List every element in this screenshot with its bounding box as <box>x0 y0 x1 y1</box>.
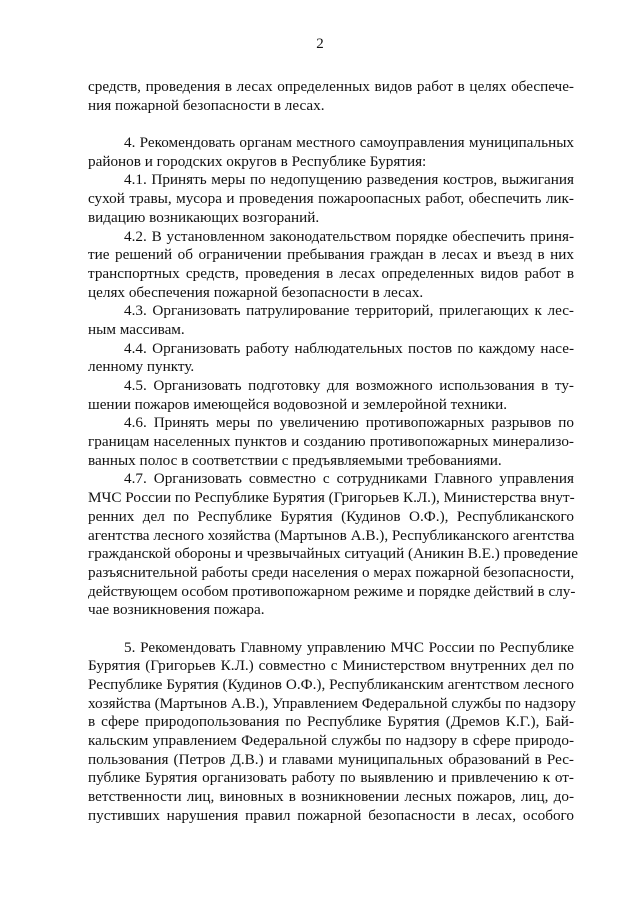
item-4-2-line: 4.2. В установленном законодательством порядке обеспечить приня- <box>124 227 574 245</box>
text-line: Республике Бурятия (Кудинов О.Ф.), Республиканским агентством лесного <box>88 676 574 693</box>
item-4-1-line: 4.1. Принять меры по недопущению разведения костров, выжигания <box>124 171 574 189</box>
text-line: шении пожаров имеющейся водовозной и землеройной техники. <box>88 395 507 413</box>
text-line: транспортных средств, проведения в лесах определенных видов работ в <box>88 264 574 282</box>
text-line: в сфере природопользования по Республике Бурятия (Дремов К.Г.), Бай- <box>88 713 574 731</box>
text-line: ренних дел по Республике Бурятия (Кудинов О.Ф.), Республиканского <box>88 507 574 525</box>
text-line: чае возникновения пожара. <box>88 601 265 619</box>
text-line: сухой травы, мусора и проведения пожароопасных работ, обеспечить лик- <box>88 190 574 208</box>
text-line: ния пожарной безопасности в лесах. <box>88 96 325 114</box>
text-line: хозяйства (Мартынов А.В.), Управлением Федеральной службы по надзору <box>88 694 576 712</box>
text-line: МЧС России по Республике Бурятия (Григорьев К.Л.), Министерства внут- <box>88 489 575 507</box>
item-4-3-line: 4.3. Организовать патрулирование территорий, прилегающих к лес- <box>124 302 574 320</box>
text-line: тие решений об ограничении пребывания граждан в лесах и въезд в них <box>88 246 574 264</box>
text-line: публике Бурятия организовать работу по выявлению и привлечению к от- <box>88 769 574 787</box>
item-4-5-line: 4.5. Организовать подготовку для возможного использования в ту- <box>124 377 574 394</box>
text-line: ным массивам. <box>88 320 185 338</box>
section-5-heading-line: 5. Рекомендовать Главному управлению МЧС России по Республике <box>124 638 574 656</box>
text-line: видацию возникающих возгораний. <box>88 208 320 226</box>
section-4-heading-line: 4. Рекомендовать органам местного самоуправления муниципальных <box>124 134 574 152</box>
text-line: районов и городских округов в Республике Бурятия: <box>88 152 427 170</box>
item-4-6-line: 4.6. Принять меры по увеличению противопожарных разрывов по <box>124 414 574 432</box>
text-line: кальским управлением Федеральной службы по надзору в сфере природо- <box>88 732 574 750</box>
item-4-7-line: 4.7. Организовать совместно с сотрудниками Главного управления <box>124 470 574 488</box>
text-line: средств, проведения в лесах определенных видов работ в целях обеспече- <box>88 78 574 95</box>
text-line: разъяснительной работы среди населения о мерах пожарной безопасности, <box>88 563 575 581</box>
text-line: пустивших нарушения правил пожарной безопасности в лесах, особого <box>88 806 574 824</box>
paragraph-gap <box>88 620 574 639</box>
text-line: целях обеспечения пожарной безопасности в лесах. <box>88 283 424 301</box>
text-line: гражданской обороны и чрезвычайных ситуаций (Аникин В.Е.) проведение <box>88 545 579 563</box>
text-line: границам населенных пунктов и созданию противопожарных минерализо- <box>88 433 574 451</box>
item-4-4-line: 4.4. Организовать работу наблюдательных постов по каждому насе- <box>124 339 574 357</box>
text-line: ванных полос в соответствии с предъявляемыми требованиями. <box>88 451 502 469</box>
page-number: 2 <box>316 36 324 52</box>
text-line: ветственности лиц, виновных в возникновении лесных пожаров, лиц, до- <box>88 788 574 806</box>
document-body <box>88 78 579 826</box>
text-line: Бурятия (Григорьев К.Л.) совместно с Министерством внутренних дел по <box>88 657 574 675</box>
text-line: действующем особом противопожарном режиме и порядке действий в слу- <box>88 582 576 600</box>
text-line: пользования (Петров Д.В.) и главами муниципальных образований в Рес- <box>88 750 574 768</box>
text-line: ленному пункту. <box>88 358 195 376</box>
text-line: агентства лесного хозяйства (Мартынов А.В.), Республиканского агентства <box>88 526 575 544</box>
paragraph-gap <box>88 115 574 134</box>
